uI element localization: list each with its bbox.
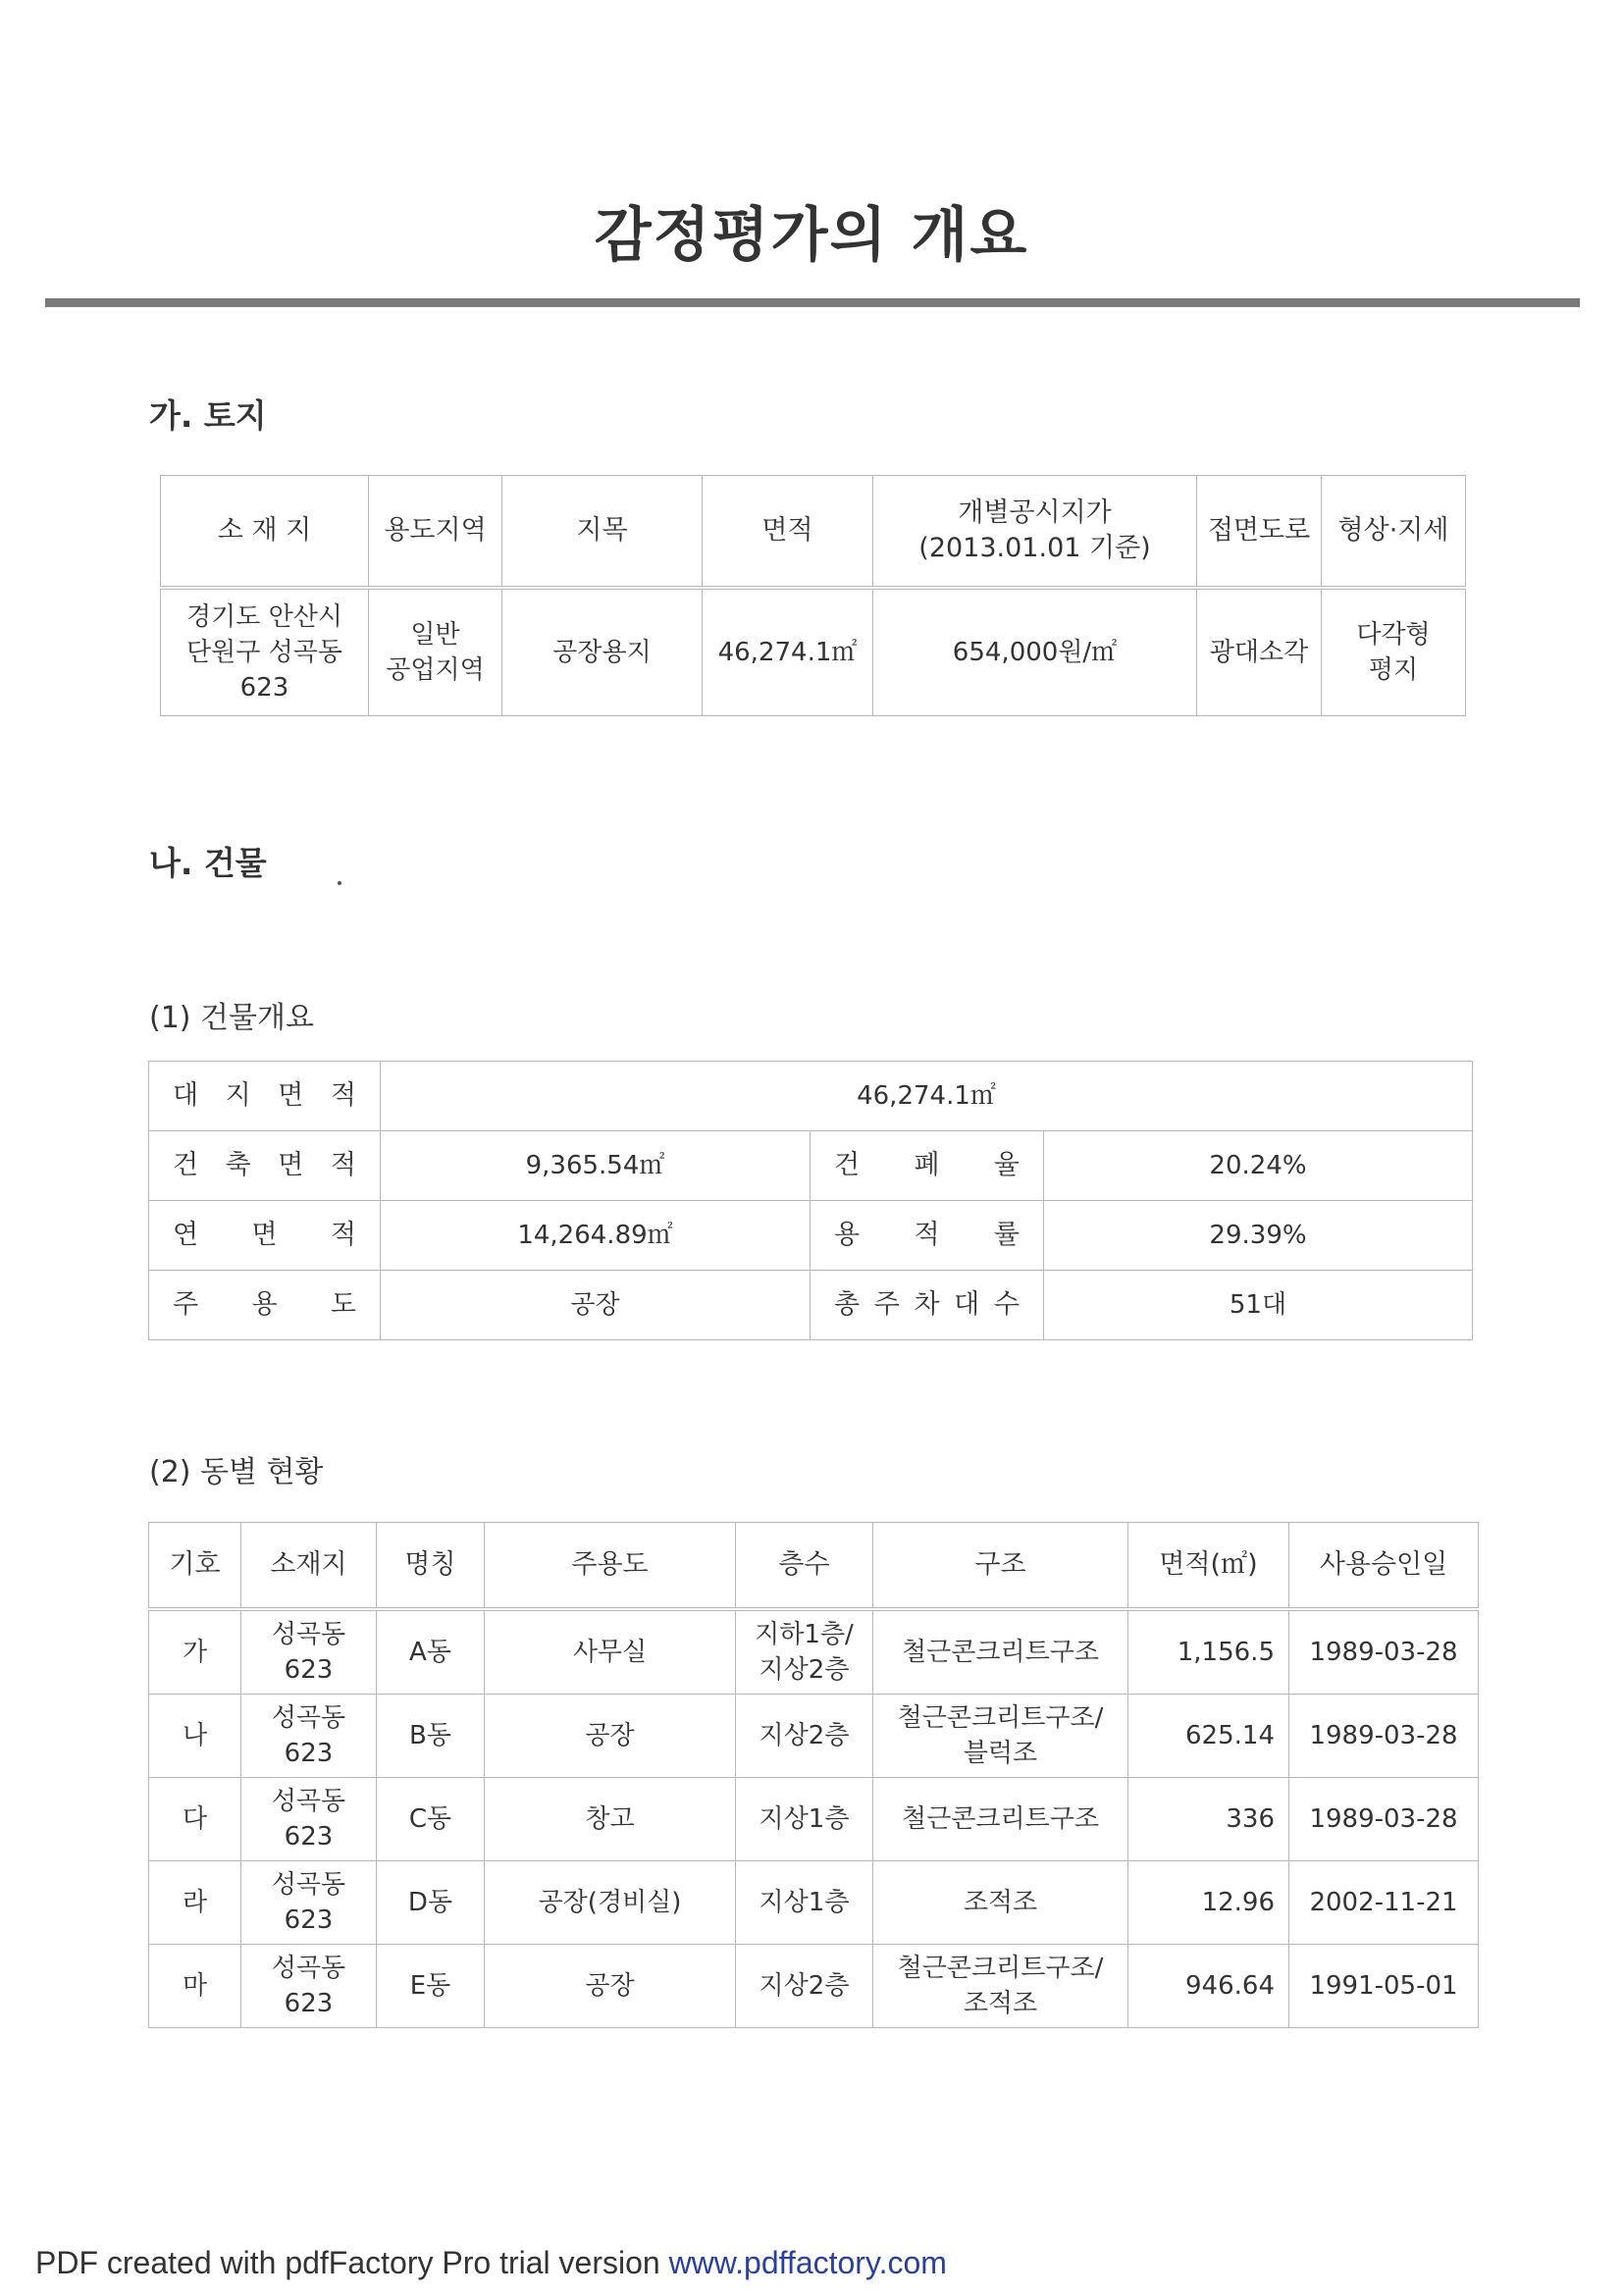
area-cell: 625.14 bbox=[1128, 1695, 1289, 1778]
land-road-access: 광대소각 bbox=[1197, 588, 1322, 716]
scan-speck bbox=[338, 881, 341, 885]
by-building-header-row bbox=[149, 1523, 1479, 1610]
area-cell: 12.96 bbox=[1128, 1861, 1289, 1945]
name-cell: D동 bbox=[377, 1861, 485, 1945]
pdffactory-link[interactable]: www.pdffactory.com bbox=[668, 2245, 947, 2280]
land-zoning: 일반 공업지역 bbox=[369, 588, 502, 716]
table-row bbox=[149, 1861, 1479, 1945]
building-overview-table bbox=[148, 1061, 1473, 1340]
structure-cell: 철근콘크리트구조/ 블럭조 bbox=[873, 1695, 1128, 1778]
floor-area-label: 연 면 적 bbox=[149, 1201, 381, 1271]
land-header-road-access: 접면도로 bbox=[1197, 476, 1322, 589]
land-header-area: 면적 bbox=[703, 476, 873, 589]
symbol-cell: 라 bbox=[149, 1861, 241, 1945]
building-area-label: 건 축 면 적 bbox=[149, 1131, 381, 1201]
floors-cell: 지상1층 bbox=[736, 1778, 873, 1861]
name-cell: A동 bbox=[377, 1609, 485, 1695]
structure-cell: 조적조 bbox=[873, 1861, 1128, 1945]
header-main-use: 주용도 bbox=[485, 1523, 736, 1610]
main-use-cell: 공장 bbox=[485, 1945, 736, 2028]
location-cell: 성곡동 623 bbox=[241, 1861, 377, 1945]
building-section-heading: 나. 건물 bbox=[149, 844, 267, 882]
floors-cell: 지상1층 bbox=[736, 1861, 873, 1945]
building-area-value: 9,365.54㎡ bbox=[381, 1131, 811, 1201]
parking-count-value: 51대 bbox=[1044, 1271, 1473, 1340]
site-area-label: 대 지 면 적 bbox=[149, 1062, 381, 1131]
location-cell: 성곡동 623 bbox=[241, 1609, 377, 1695]
name-cell: E동 bbox=[377, 1945, 485, 2028]
overview-row-building-area bbox=[149, 1131, 1473, 1201]
location-cell: 성곡동 623 bbox=[241, 1695, 377, 1778]
coverage-ratio-label: 건 폐 율 bbox=[811, 1131, 1044, 1201]
symbol-cell: 마 bbox=[149, 1945, 241, 2028]
parking-count-label: 총 주 차 대 수 bbox=[811, 1271, 1044, 1340]
land-header-location: 소 재 지 bbox=[161, 476, 369, 589]
main-use-cell: 공장 bbox=[485, 1695, 736, 1778]
land-table-header-row bbox=[161, 476, 1466, 589]
overview-row-site-area bbox=[149, 1062, 1473, 1131]
name-cell: C동 bbox=[377, 1778, 485, 1861]
table-row bbox=[149, 1778, 1479, 1861]
floors-cell: 지하1층/ 지상2층 bbox=[736, 1609, 873, 1695]
floors-cell: 지상2층 bbox=[736, 1945, 873, 2028]
header-area: 면적(㎡) bbox=[1128, 1523, 1289, 1610]
table-row bbox=[149, 1945, 1479, 2028]
land-shape-terrain: 다각형 평지 bbox=[1322, 588, 1466, 716]
approval-date-cell: 1989-03-28 bbox=[1289, 1609, 1479, 1695]
floor-area-ratio-value: 29.39% bbox=[1044, 1201, 1473, 1271]
structure-cell: 철근콘크리트구조 bbox=[873, 1609, 1128, 1695]
approval-date-cell: 1991-05-01 bbox=[1289, 1945, 1479, 2028]
structure-cell: 철근콘크리트구조/ 조적조 bbox=[873, 1945, 1128, 2028]
main-use-cell: 창고 bbox=[485, 1778, 736, 1861]
land-official-price: 654,000원/㎡ bbox=[873, 588, 1197, 716]
pdf-watermark-footer bbox=[35, 2245, 947, 2281]
land-header-official-price: 개별공시지가 (2013.01.01 기준) bbox=[873, 476, 1197, 589]
header-approval-date: 사용승인일 bbox=[1289, 1523, 1479, 1610]
table-row bbox=[149, 1695, 1479, 1778]
floor-area-ratio-label: 용 적 률 bbox=[811, 1201, 1044, 1271]
structure-cell: 철근콘크리트구조 bbox=[873, 1778, 1128, 1861]
title-divider bbox=[45, 298, 1580, 307]
header-location: 소재지 bbox=[241, 1523, 377, 1610]
header-name: 명칭 bbox=[377, 1523, 485, 1610]
coverage-ratio-value: 20.24% bbox=[1044, 1131, 1473, 1201]
symbol-cell: 다 bbox=[149, 1778, 241, 1861]
table-row bbox=[149, 1609, 1479, 1695]
land-header-land-category: 지목 bbox=[502, 476, 703, 589]
land-section-heading: 가. 토지 bbox=[149, 396, 267, 435]
overview-row-floor-area bbox=[149, 1201, 1473, 1271]
main-use-cell: 사무실 bbox=[485, 1609, 736, 1695]
symbol-cell: 가 bbox=[149, 1609, 241, 1695]
floors-cell: 지상2층 bbox=[736, 1695, 873, 1778]
land-area: 46,274.1㎡ bbox=[703, 588, 873, 716]
page-title: 감정평가의 개요 bbox=[594, 201, 1029, 270]
footer-text: PDF created with pdfFactory Pro trial version bbox=[35, 2245, 669, 2280]
location-cell: 성곡동 623 bbox=[241, 1778, 377, 1861]
by-building-heading: (2) 동별 현황 bbox=[149, 1455, 324, 1489]
symbol-cell: 나 bbox=[149, 1695, 241, 1778]
land-category: 공장용지 bbox=[502, 588, 703, 716]
header-symbol: 기호 bbox=[149, 1523, 241, 1610]
header-floors: 층수 bbox=[736, 1523, 873, 1610]
location-cell: 성곡동 623 bbox=[241, 1945, 377, 2028]
floor-area-value: 14,264.89㎡ bbox=[381, 1201, 811, 1271]
area-cell: 1,156.5 bbox=[1128, 1609, 1289, 1695]
overview-row-main-use bbox=[149, 1271, 1473, 1340]
approval-date-cell: 1989-03-28 bbox=[1289, 1695, 1479, 1778]
land-header-shape-terrain: 형상·지세 bbox=[1322, 476, 1466, 589]
main-use-label: 주 용 도 bbox=[149, 1271, 381, 1340]
main-use-value: 공장 bbox=[381, 1271, 811, 1340]
area-cell: 336 bbox=[1128, 1778, 1289, 1861]
name-cell: B동 bbox=[377, 1695, 485, 1778]
approval-date-cell: 1989-03-28 bbox=[1289, 1778, 1479, 1861]
by-building-table bbox=[148, 1522, 1479, 2028]
header-structure: 구조 bbox=[873, 1523, 1128, 1610]
approval-date-cell: 2002-11-21 bbox=[1289, 1861, 1479, 1945]
land-header-zoning: 용도지역 bbox=[369, 476, 502, 589]
site-area-value: 46,274.1㎡ bbox=[381, 1062, 1473, 1131]
land-table-row bbox=[161, 588, 1466, 716]
land-location: 경기도 안산시 단원구 성곡동 623 bbox=[161, 588, 369, 716]
main-use-cell: 공장(경비실) bbox=[485, 1861, 736, 1945]
building-overview-heading: (1) 건물개요 bbox=[149, 1001, 314, 1035]
land-table bbox=[160, 475, 1466, 716]
area-cell: 946.64 bbox=[1128, 1945, 1289, 2028]
